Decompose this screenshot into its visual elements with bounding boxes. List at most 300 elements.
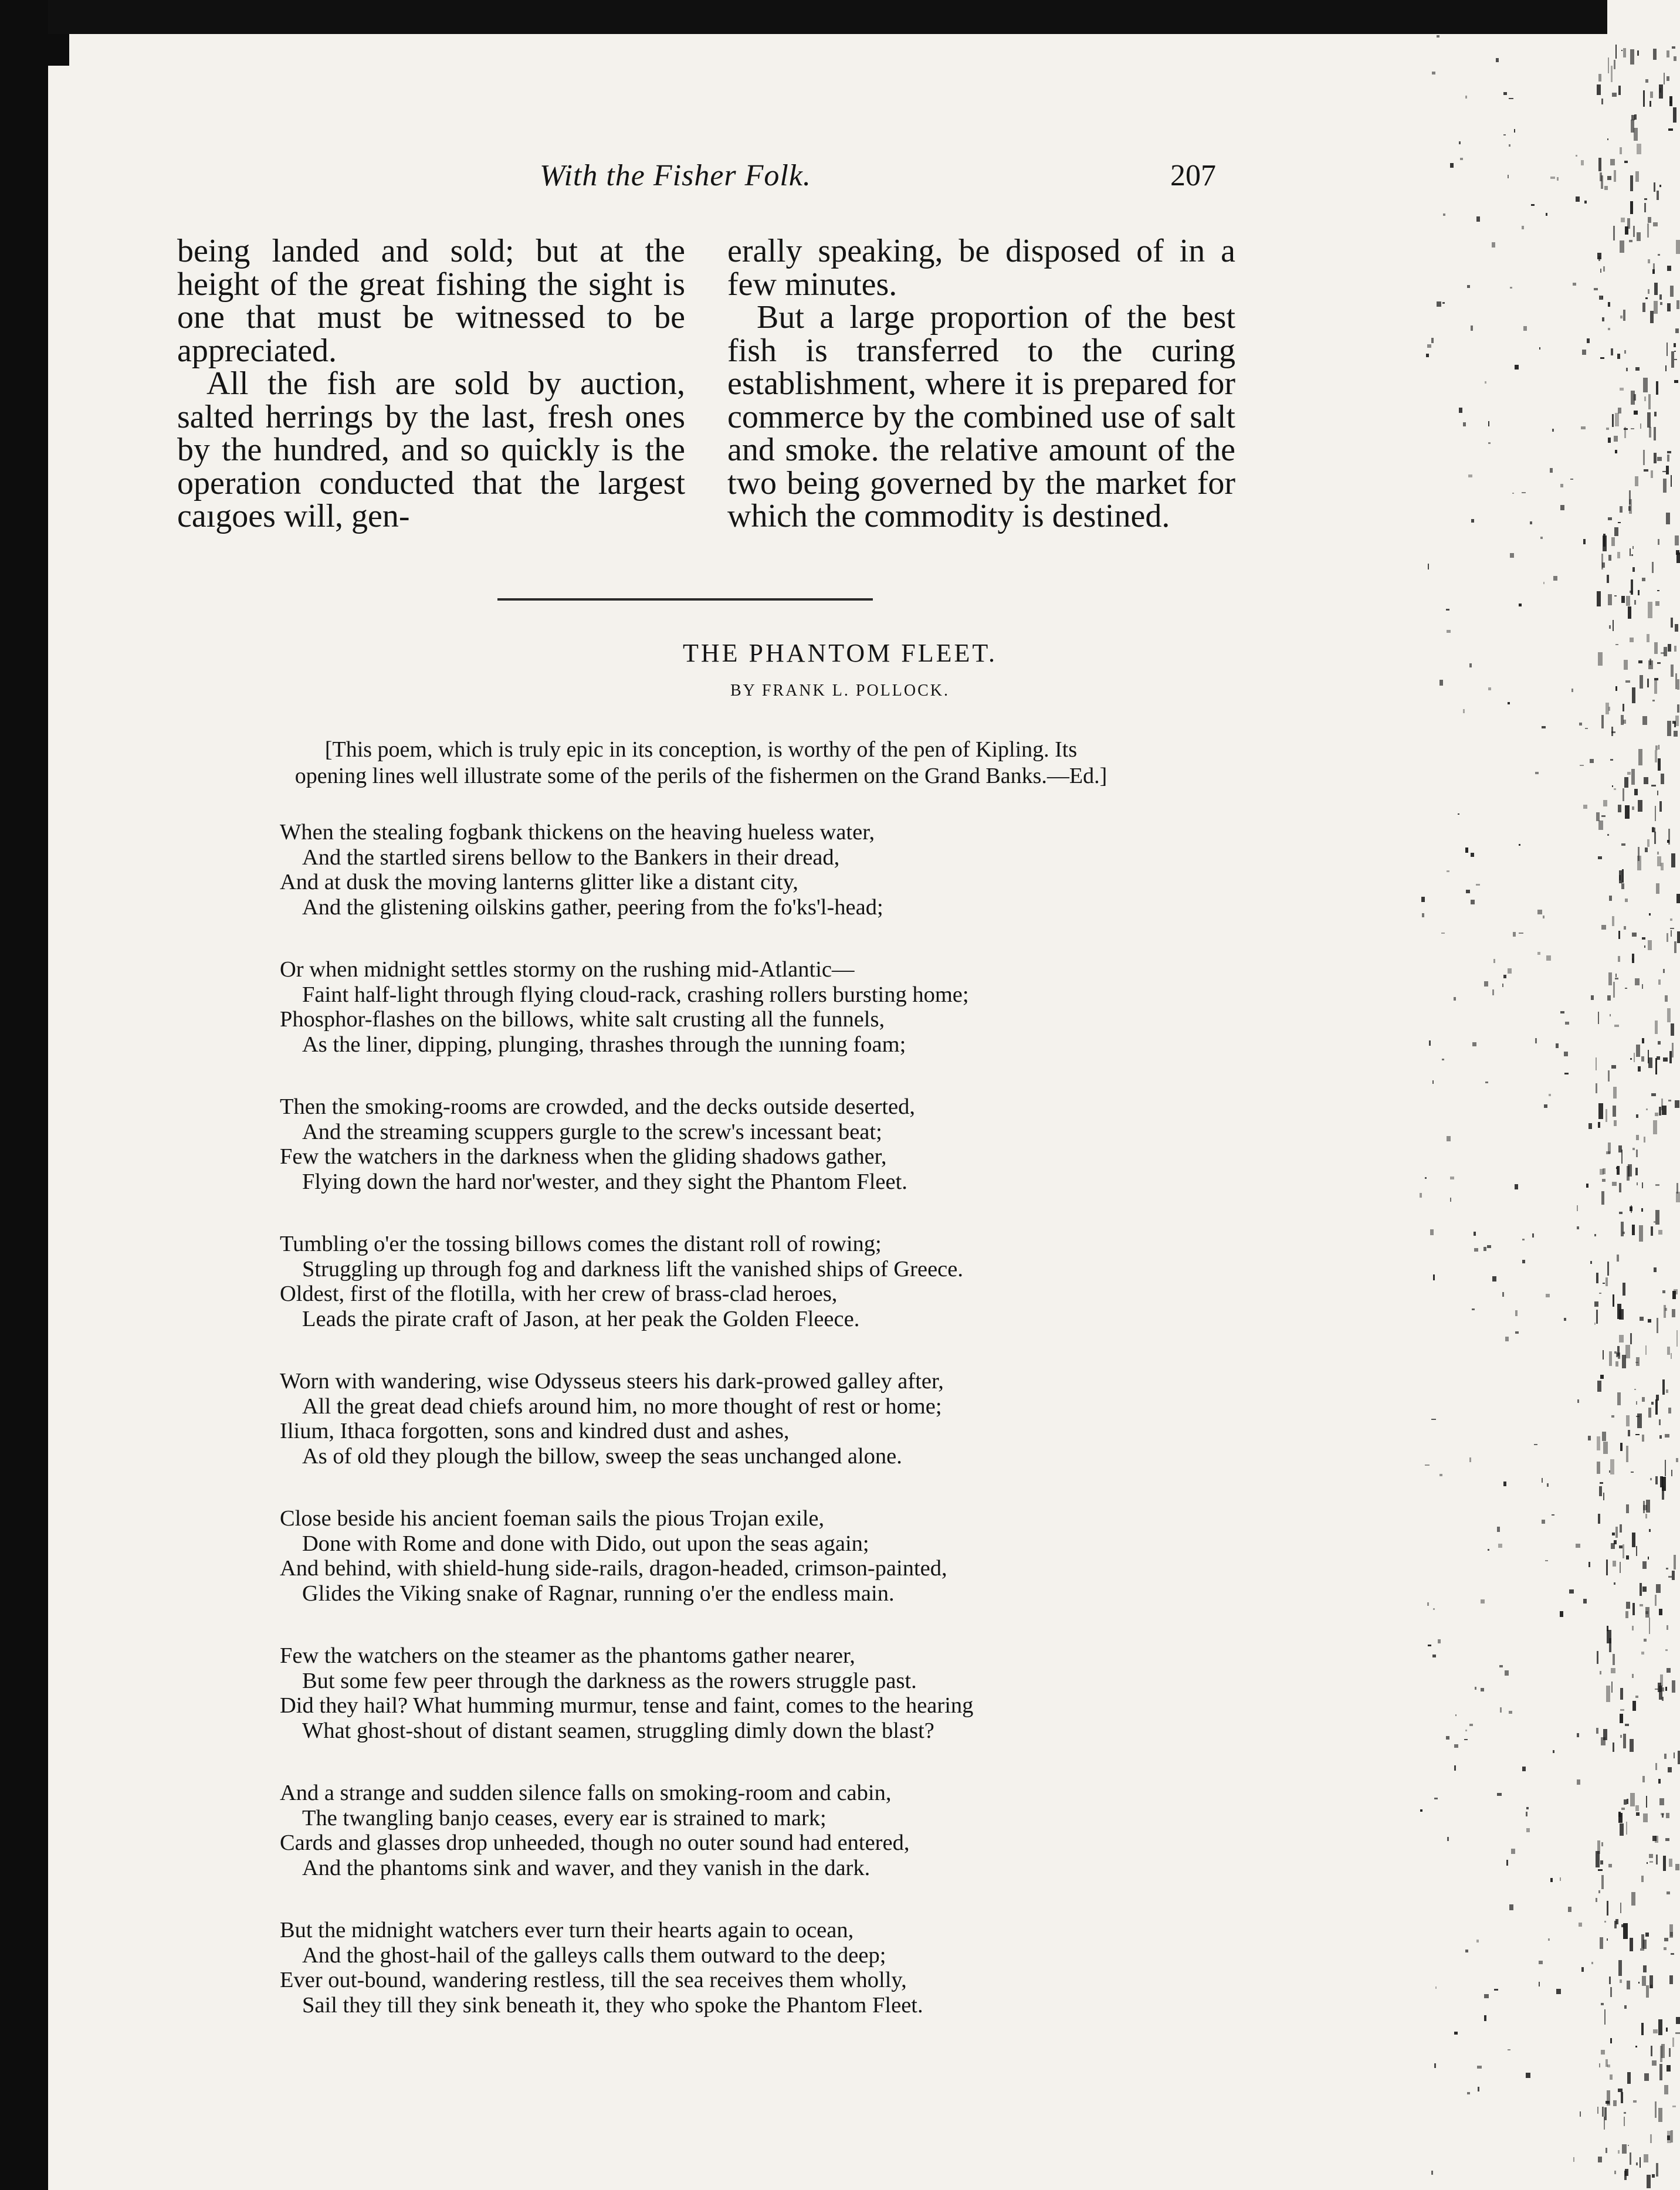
- scan-speckle: [1667, 2135, 1670, 2140]
- scan-speckle: [1583, 805, 1587, 808]
- scan-speckle: [1432, 1080, 1434, 1083]
- scan-speckle: [1606, 1277, 1608, 1287]
- scan-speckle: [1620, 147, 1622, 154]
- scan-speckle: [1657, 1056, 1660, 1059]
- scan-speckle: [1476, 216, 1480, 222]
- scan-speckle: [1626, 1555, 1629, 1560]
- scan-speckle: [1573, 283, 1576, 286]
- scan-speckle: [1641, 1876, 1644, 1882]
- scan-speckle: [1619, 1335, 1624, 1343]
- page-header: [0, 158, 1680, 205]
- scan-speckle: [1606, 1109, 1607, 1123]
- poem-line: Or when midnight settles stormy on the rushing mid-Atlantic—: [280, 957, 855, 982]
- scan-speckle: [1497, 1793, 1502, 1796]
- scan-speckle: [1623, 720, 1625, 724]
- scan-speckle: [1656, 1855, 1658, 1864]
- scan-speckle: [1669, 1859, 1672, 1867]
- scan-speckle: [1670, 928, 1675, 929]
- scan-speckle: [1544, 1104, 1547, 1107]
- scan-speckle: [1586, 1184, 1589, 1188]
- scan-speckle: [1637, 50, 1640, 56]
- scan-speckle: [1599, 2063, 1600, 2067]
- scan-speckle: [1530, 521, 1532, 524]
- scan-speckle: [1539, 1982, 1540, 1987]
- scan-speckle: [1671, 475, 1672, 487]
- scan-speckle: [1611, 348, 1613, 356]
- scan-speckle: [1611, 1065, 1616, 1069]
- scan-speckle: [1610, 2038, 1612, 2043]
- scan-speckle: [1597, 1381, 1601, 1392]
- scan-speckle: [1626, 1822, 1628, 1835]
- scan-speckle: [1622, 1355, 1626, 1368]
- scan-speckle: [1539, 347, 1540, 349]
- poem-stanza: [280, 1506, 1242, 1606]
- scan-speckle: [1654, 1267, 1657, 1272]
- scan-speckle: [1675, 624, 1678, 632]
- scan-speckle: [1543, 582, 1544, 584]
- scan-speckle: [1623, 48, 1626, 57]
- scan-speckle: [1625, 2169, 1628, 2176]
- scan-speckle: [1548, 1938, 1550, 1940]
- scan-speckle: [1611, 727, 1613, 736]
- scan-speckle: [1667, 266, 1671, 272]
- scan-speckle: [1492, 242, 1495, 248]
- scan-speckle: [1625, 988, 1628, 989]
- scan-speckle: [1634, 114, 1637, 120]
- scan-speckle: [1625, 805, 1630, 818]
- scan-speckle: [1614, 1120, 1617, 1127]
- scan-speckle: [1674, 380, 1678, 383]
- scan-speckle: [1632, 954, 1634, 963]
- scan-speckle: [1668, 1767, 1671, 1772]
- scan-speckle: [1647, 223, 1649, 238]
- scan-speckle: [1651, 1402, 1654, 1404]
- scan-speckle: [1674, 359, 1677, 360]
- scan-speckle: [1577, 1205, 1578, 1211]
- scan-speckle: [1624, 427, 1627, 438]
- scan-speckle: [1634, 411, 1638, 415]
- scan-speckle: [1465, 847, 1468, 853]
- scan-speckle: [1650, 1985, 1652, 1988]
- scan-speckle: [1667, 933, 1668, 942]
- scan-speckle: [1667, 303, 1671, 311]
- scan-speckle: [1598, 1890, 1600, 1893]
- scan-speckle: [1552, 429, 1553, 432]
- scan-speckle: [1474, 1248, 1478, 1252]
- scan-speckle: [1613, 1654, 1615, 1665]
- poem-line: Worn with wandering, wise Odysseus steers his dark-prowed galley after,: [280, 1369, 944, 1394]
- scan-speckle: [1607, 1630, 1611, 1643]
- scan-speckle: [1632, 1603, 1635, 1615]
- scan-speckle: [1481, 1599, 1485, 1603]
- poem-stanza: [280, 1781, 1242, 1880]
- scan-speckle: [1577, 1733, 1579, 1737]
- scan-speckle: [1433, 1274, 1435, 1280]
- scan-speckle: [1454, 2032, 1458, 2035]
- scan-speckle: [1655, 806, 1657, 821]
- scan-speckle: [1492, 989, 1494, 995]
- scan-speckle: [1638, 800, 1642, 811]
- scan-speckle: [1537, 910, 1542, 914]
- scan-speckle: [1626, 1504, 1629, 1513]
- scan-speckle: [1509, 98, 1513, 100]
- scan-speckle: [1488, 442, 1491, 444]
- scan-speckle: [1670, 286, 1674, 297]
- scan-speckle: [1560, 1877, 1562, 1881]
- scan-speckle: [1654, 453, 1657, 463]
- poem-line: But some few peer through the darkness as the rowers struggle past.: [302, 1668, 917, 1693]
- scan-speckle: [1636, 1114, 1638, 1118]
- article-paragraph: erally speaking, be disposed of in a few minutes.: [727, 233, 1235, 303]
- scan-speckle: [1620, 240, 1624, 253]
- scan-speckle: [1615, 1361, 1618, 1367]
- scan-speckle: [1650, 91, 1653, 98]
- poem-line: And the streaming scuppers gurgle to the screw's incessant beat;: [302, 1119, 882, 1144]
- scan-speckle: [1667, 1347, 1670, 1355]
- scan-speckle: [1624, 777, 1628, 788]
- scan-page-edge-noise: [1420, 0, 1680, 2190]
- scan-speckle: [1446, 1736, 1449, 1740]
- scan-speckle: [1628, 606, 1631, 619]
- scan-speckle: [1447, 1837, 1449, 1842]
- scan-speckle: [1642, 1586, 1647, 1592]
- scan-speckle: [1636, 2162, 1638, 2165]
- scan-speckle: [1672, 2106, 1676, 2107]
- scan-speckle: [1522, 1260, 1525, 1263]
- scan-speckle: [1642, 1182, 1643, 1188]
- scan-speckle: [1658, 2108, 1662, 2122]
- scan-speckle: [1439, 1474, 1442, 1476]
- scan-speckle: [1606, 703, 1609, 714]
- scan-speckle: [1664, 73, 1665, 85]
- scan-speckle: [1644, 945, 1645, 948]
- scan-speckle: [1620, 1443, 1623, 1451]
- scan-speckle: [1478, 2087, 1479, 2091]
- scan-speckle: [1634, 789, 1637, 795]
- scan-speckle: [1638, 1982, 1640, 1984]
- scan-speckle: [1620, 1709, 1624, 1711]
- scan-speckle: [1603, 1168, 1606, 1174]
- scan-speckle: [1621, 50, 1623, 51]
- scan-speckle: [1649, 1861, 1653, 1863]
- scan-speckle: [1583, 539, 1585, 545]
- scan-speckle: [1437, 35, 1439, 38]
- scan-speckle: [1614, 1582, 1615, 1585]
- scan-speckle: [1621, 1808, 1625, 1810]
- scan-speckle: [1666, 466, 1669, 474]
- scan-speckle: [1637, 144, 1641, 154]
- scan-speckle: [1648, 1557, 1649, 1560]
- scan-speckle: [1642, 1435, 1644, 1442]
- scan-speckle: [1469, 1724, 1473, 1727]
- scan-speckle: [1667, 76, 1669, 81]
- scan-speckle: [1454, 1744, 1458, 1748]
- scan-speckle: [1637, 1413, 1642, 1428]
- scan-speckle: [1655, 601, 1659, 606]
- scan-speckle: [1547, 1483, 1549, 1487]
- scan-speckle: [1429, 1040, 1431, 1046]
- scan-speckle: [1603, 800, 1607, 806]
- poem-line: Flying down the hard nor'wester, and they sight the Phantom Fleet.: [302, 1169, 907, 1194]
- scan-speckle: [1601, 2050, 1605, 2055]
- poem-line: Close beside his ancient foeman sails the pious Trojan exile,: [280, 1506, 825, 1531]
- scan-speckle: [1675, 535, 1679, 545]
- scan-speckle: [1609, 1977, 1611, 1984]
- scan-speckle: [1614, 595, 1617, 596]
- editor-note-line: opening lines well illustrate some of the perils of the fishermen on the Grand Banks.—Ed.]: [294, 764, 1107, 788]
- scan-speckle: [1600, 1375, 1604, 1379]
- scan-speckle: [1543, 916, 1544, 918]
- poem-line: Did they hail? What humming murmur, tense and faint, comes to the hearing: [280, 1693, 974, 1718]
- scan-speckle: [1631, 428, 1634, 430]
- scan-speckle: [1427, 1602, 1429, 1605]
- scan-speckle: [1568, 1907, 1571, 1912]
- scan-speckle: [1676, 1330, 1678, 1347]
- scan-speckle: [1658, 745, 1659, 750]
- scan-speckle: [1600, 1937, 1603, 1949]
- scan-speckle: [1644, 396, 1646, 402]
- scan-speckle: [1546, 955, 1551, 961]
- scan-speckle: [1597, 253, 1601, 259]
- scan-speckle: [1511, 1849, 1515, 1853]
- scan-speckle: [1442, 1059, 1444, 1060]
- scan-speckle: [1655, 1021, 1658, 1034]
- scan-speckle: [1564, 1073, 1569, 1074]
- scan-speckle: [1649, 1854, 1653, 1859]
- scan-speckle: [1612, 414, 1614, 427]
- scan-speckle: [1535, 772, 1539, 774]
- scan-speckle: [1606, 1560, 1608, 1575]
- scan-speckle: [1644, 2073, 1649, 2081]
- scan-speckle: [1630, 548, 1631, 555]
- scan-speckle: [1658, 539, 1659, 545]
- scan-speckle: [1465, 1950, 1468, 1952]
- scan-speckle: [1588, 1123, 1593, 1129]
- scan-speckle: [1469, 1457, 1471, 1462]
- scan-speckle: [1603, 534, 1605, 547]
- poem-byline: BY FRANK L. POLLOCK.: [730, 682, 950, 700]
- scan-speckle: [1508, 702, 1510, 704]
- scan-speckle: [1645, 1933, 1649, 1937]
- scan-speckle: [1655, 1058, 1658, 1074]
- scan-speckle: [1625, 1724, 1629, 1726]
- scan-speckle: [1601, 2003, 1604, 2005]
- scan-speckle: [1580, 2111, 1581, 2116]
- scan-speckle: [1596, 1898, 1597, 1902]
- scan-speckle: [1432, 1655, 1436, 1657]
- scan-speckle: [1667, 343, 1668, 356]
- scan-speckle: [1618, 2150, 1620, 2154]
- scan-speckle: [1627, 218, 1630, 229]
- scan-speckle: [1646, 1985, 1649, 1998]
- scan-speckle: [1636, 1150, 1638, 1157]
- scan-speckle: [1627, 1981, 1630, 1989]
- poem-stanza: [280, 1643, 1242, 1743]
- scan-speckle: [1560, 1011, 1564, 1013]
- scan-speckle: [1614, 60, 1615, 69]
- scan-speckle: [1607, 1901, 1609, 1916]
- scan-speckle: [1653, 1120, 1657, 1134]
- scan-speckle: [1676, 552, 1680, 562]
- scan-speckle: [1659, 294, 1662, 300]
- scan-speckle: [1484, 2015, 1486, 2021]
- scan-speckle: [1654, 678, 1658, 680]
- scan-speckle: [1546, 1294, 1550, 1297]
- scan-speckle: [1664, 1754, 1667, 1760]
- poem-line: Sail they till they sink beneath it, they who spoke the Phantom Fleet.: [302, 1992, 923, 2018]
- scan-speckle: [1475, 1687, 1477, 1690]
- scan-speckle: [1655, 745, 1658, 750]
- scan-speckle: [1657, 590, 1659, 591]
- scan-speckle: [1427, 344, 1431, 348]
- scan-speckle: [1515, 1184, 1518, 1189]
- scan-speckle: [1643, 450, 1645, 465]
- scan-speckle: [1503, 92, 1508, 95]
- scan-speckle: [1654, 427, 1656, 440]
- scan-speckle: [1447, 870, 1449, 873]
- scan-speckle: [1608, 57, 1609, 74]
- scan-speckle: [1636, 1546, 1637, 1556]
- scan-speckle: [1430, 1229, 1433, 1235]
- scan-speckle: [1644, 1639, 1646, 1642]
- scan-speckle: [1671, 1023, 1674, 1035]
- scan-speckle: [1666, 1389, 1668, 1393]
- scan-speckle: [1602, 317, 1604, 321]
- scan-speckle: [1628, 506, 1631, 511]
- poem-line: And behind, with shield-hung side-rails, dragon-headed, crimson-painted,: [280, 1556, 947, 1581]
- scan-speckle: [1648, 602, 1652, 618]
- scan-speckle: [1676, 894, 1680, 903]
- scan-speckle: [1633, 226, 1635, 237]
- scan-speckle: [1674, 1289, 1678, 1295]
- scan-speckle: [1484, 1994, 1489, 1998]
- poem-line: Struggling up through fog and darkness lift the vanished ships of Greece.: [302, 1256, 963, 1282]
- scan-speckle: [1672, 1309, 1676, 1317]
- scan-speckle: [1624, 2005, 1627, 2009]
- scan-speckle: [1604, 2117, 1605, 2130]
- scan-speckle: [1667, 1891, 1670, 1894]
- scan-speckle: [1509, 144, 1510, 147]
- scan-speckle: [1615, 1919, 1618, 1924]
- scan-speckle: [1645, 1514, 1647, 1519]
- scan-speckle: [1619, 1183, 1621, 1192]
- scan-speckle: [1628, 2145, 1630, 2146]
- scan-speckle: [1588, 1436, 1591, 1440]
- scan-speckle: [1458, 813, 1459, 815]
- scan-speckle: [1642, 1038, 1644, 1043]
- scan-speckle: [1648, 259, 1650, 263]
- scan-speckle: [1667, 840, 1670, 843]
- scan-speckle: [1640, 1583, 1642, 1596]
- scan-speckle: [1583, 1599, 1586, 1603]
- scan-speckle: [1641, 1208, 1643, 1212]
- scan-speckle: [1600, 269, 1601, 273]
- scan-speckle: [1526, 1828, 1530, 1832]
- scan-speckle: [1641, 1934, 1644, 1949]
- scan-speckle: [1676, 1183, 1678, 1194]
- scan-speckle: [1648, 1057, 1652, 1068]
- scan-speckle: [1594, 288, 1598, 290]
- scan-speckle: [1611, 537, 1615, 546]
- scan-speckle: [1606, 428, 1609, 430]
- scan-speckle: [1649, 427, 1651, 438]
- scan-speckle: [1508, 2049, 1510, 2050]
- running-title: With the Fisher Folk.: [540, 159, 811, 192]
- scan-speckle: [1614, 1025, 1619, 1028]
- scan-speckle: [1667, 455, 1669, 461]
- poem-line: Tumbling o'er the tossing billows comes the distant roll of rowing;: [280, 1232, 882, 1256]
- scan-speckle: [1651, 1093, 1656, 1096]
- scan-speckle: [1612, 1182, 1617, 1186]
- scan-speckle: [1656, 381, 1659, 394]
- scan-speckle: [1607, 1262, 1609, 1276]
- scan-speckle: [1638, 590, 1640, 595]
- scan-speckle: [1606, 1686, 1610, 1702]
- scan-speckle: [1638, 1066, 1641, 1072]
- scan-speckle: [1582, 350, 1586, 355]
- scan-speckle: [1625, 899, 1628, 902]
- scan-speckle: [1597, 1462, 1601, 1473]
- scan-speckle: [1540, 537, 1543, 539]
- scan-speckle: [1634, 1053, 1635, 1063]
- scan-speckle: [1659, 1435, 1662, 1439]
- scan-speckle: [1454, 997, 1456, 1001]
- scan-speckle: [1608, 1143, 1611, 1154]
- poem-line: And at dusk the moving lanterns glitter like a distant city,: [280, 870, 798, 894]
- scan-speckle: [1650, 2134, 1652, 2142]
- scan-speckle: [1672, 46, 1675, 49]
- scan-speckle: [1632, 806, 1634, 810]
- scan-speckle: [1672, 1571, 1675, 1580]
- scan-speckle: [1509, 1904, 1513, 1910]
- scan-speckle: [1481, 1688, 1484, 1691]
- scan-speckle: [1600, 1482, 1603, 1484]
- scan-speckle: [1577, 1226, 1579, 1229]
- scan-speckle: [1667, 2065, 1671, 2072]
- scan-speckle: [1468, 474, 1472, 478]
- scan-speckle: [1635, 2046, 1637, 2047]
- scan-speckle: [1621, 883, 1624, 889]
- scan-speckle: [1505, 1670, 1509, 1676]
- scan-speckle: [1669, 1051, 1672, 1063]
- scan-speckle: [1659, 801, 1662, 811]
- scan-speckle: [1509, 1711, 1512, 1714]
- scan-speckle: [1676, 1192, 1680, 1202]
- scan-speckle: [1674, 56, 1677, 62]
- scan-speckle: [1662, 1290, 1665, 1293]
- scan-speckle: [1505, 1337, 1509, 1341]
- scan-speckle: [1472, 1042, 1477, 1046]
- scan-speckle: [1590, 759, 1594, 762]
- scan-speckle: [1596, 1057, 1597, 1070]
- scan-speckle: [1674, 1555, 1676, 1569]
- scan-speckle: [1534, 1444, 1538, 1445]
- scan-speckle: [1608, 1864, 1613, 1868]
- poem-stanza: [280, 1369, 1242, 1469]
- scan-speckle: [1644, 777, 1648, 784]
- editor-note: [199, 737, 1203, 789]
- scan-speckle: [1630, 1333, 1632, 1344]
- scan-speckle: [1635, 978, 1640, 985]
- scan-speckle: [1624, 2117, 1625, 2126]
- scan-speckle: [1610, 759, 1614, 761]
- scan-speckle: [1608, 302, 1610, 307]
- poem-line: Cards and glasses drop unheeded, though no outer sound had entered,: [280, 1830, 910, 1855]
- scan-speckle: [1553, 576, 1557, 581]
- scan-speckle: [1498, 1544, 1502, 1548]
- scan-speckle: [1621, 843, 1625, 846]
- scan-speckle: [1542, 1478, 1543, 1483]
